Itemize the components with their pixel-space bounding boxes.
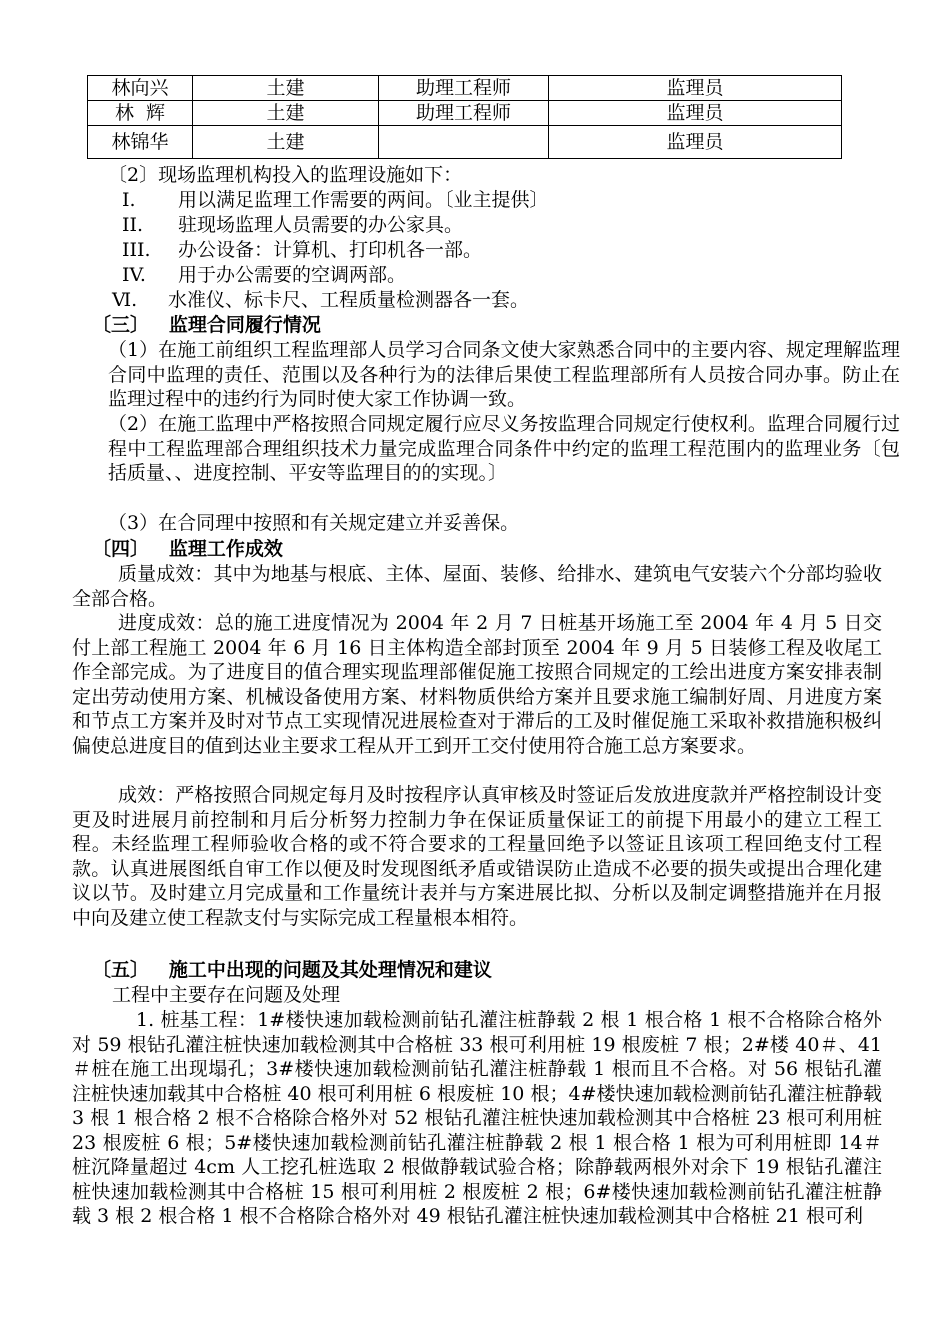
paragraph: （2）在施工监理中严格按照合同规定履行应尽义务按监理合同规定行使权利。监理合同履行过程中工程监理部合理组织技术力量完成监理合同条件中约定的监理工程范围内的监理业务〔包括质量、、进度控制、平安等监理目的的实现。〕: [108, 413, 900, 484]
section-heading: 〔五〕 施工中出现的问题及其处理情况和建议: [92, 959, 492, 981]
table-cell: 监理员: [549, 101, 842, 126]
table-cell: 助理工程师: [379, 76, 549, 101]
paragraph: 进度成效：总的施工进度情况为 2004 年 2 月 7 日桩基开场施工至 2004 年 4 月 5 日交付上部工程施工 2004 年 6 月 16 日主体构造全部封顶至 2004 年 9 月 5 日装修工程及收尾工作全部完成。为了进度目的值合理实现监理部催促施工按照合同规定的工绘出进度方案安排表制定出劳动使用方案、机械设备使用方案、材料物质供给方案并且要求施工编制好周、月进度方案和节点工方案并及时对节点工实现情况进展检查对于滞后的工及时催促施工采取补救措施积极纠偏使总进度目的值到达业主要求工程从开工到开工交付使用符合施工总方案要求。: [72, 612, 882, 757]
facility-item-number: IV.: [122, 264, 146, 286]
paragraph: （3）在合同理中按照和有关规定建立并妥善保。: [108, 512, 520, 534]
facility-item-number: II.: [122, 214, 144, 236]
facility-item-text: 用以满足监理工作需要的两间。〔业主提供〕: [178, 189, 549, 211]
subheading: 工程中主要存在问题及处理: [112, 984, 341, 1006]
facility-item-text: 驻现场监理人员需要的办公家具。: [178, 214, 464, 236]
facility-item: [112, 288, 529, 313]
facility-item: [122, 238, 482, 263]
table-cell: 监理员: [549, 126, 842, 159]
paragraph: 1. 桩基工程：1#楼快速加载检测前钻孔灌注桩静载 2 根 1 根合格 1 根不合格除合格外对 59 根钻孔灌注桩快速加载检测其中合格桩 33 根可利用桩 19 根废桩 7 根；2#楼 40＃、41＃桩在施工出现塌孔；3#楼快速加载检测前钻孔灌注桩静载 1 根而且不合格。对 56 根钻孔灌注桩快速加载其中合格桩 40 根可利用桩 6 根废桩 10 根；4#楼快速加载检测前钻孔灌注桩静载 3 根 1 根合格 2 根不合格除合格外对 52 根钻孔灌注桩快速加载检测其中合格桩 23 根可利用桩 23 根废桩 6 根；5#楼快速加载检测前钻孔灌注桩静载 2 根 1 根合格 1 根为可利用桩即 14＃桩沉降量超过 4cm 人工挖孔桩选取 2 根做静载试验合格；除静载两根外对余下 19 根钻孔灌注桩快速加载检测其中合格桩 15 根可利用桩 2 根废桩 2 根；6#楼快速加载检测前钻孔灌注桩静载 3 根 2 根合格 1 根不合格除合格外对 49 根钻孔灌注桩快速加载检测其中合格桩 21 根可利: [72, 1009, 882, 1227]
facility-item-number: III.: [122, 239, 151, 261]
table-cell: 林 辉: [88, 101, 193, 126]
facility-item-number: Ⅵ.: [112, 289, 138, 311]
paragraph: （1）在施工前组织工程监理部人员学习合同条文使大家熟悉合同中的主要内容、规定理解监理合同中监理的责任、范围以及各种行为的法律后果使工程监理部所有人员按合同办事。防止在监理过程中的违约行为同时使大家工作协调一致。: [108, 339, 900, 410]
facility-item-number: I.: [122, 189, 136, 211]
section-heading: 〔四〕 监理工作成效: [92, 538, 283, 560]
table-row: [88, 76, 842, 101]
table-cell: 助理工程师: [379, 101, 549, 126]
table-cell: 林向兴: [88, 76, 193, 101]
table-cell: 林锦华: [88, 126, 193, 159]
facility-item-text: 水准仪、标卡尺、工程质量检测器各一套。: [168, 289, 530, 311]
table-cell: 土建: [193, 76, 379, 101]
table-row: [88, 126, 842, 159]
table-cell: 土建: [193, 101, 379, 126]
table-cell: [379, 126, 549, 159]
facility-item-text: 用于办公需要的空调两部。: [178, 264, 407, 286]
facility-item: [122, 213, 463, 238]
paragraph: 质量成效：其中为地基与根底、主体、屋面、装修、给排水、建筑电气安装六个分部均验收全部合格。: [72, 563, 882, 610]
table-cell: 土建: [193, 126, 379, 159]
facility-item: [122, 263, 406, 288]
facilities-intro: 〔2〕现场监理机构投入的监理设施如下：: [108, 164, 463, 186]
table-row: [88, 101, 842, 126]
section-heading: 〔三〕 监理合同履行情况: [92, 314, 321, 336]
facility-item-text: 办公设备：计算机、打印机各一部。: [178, 239, 483, 261]
paragraph: 成效：严格按照合同规定每月及时按程序认真审核及时签证后发放进度款并严格控制设计变更及时进展月前控制和月后分析努力控制力争在保证质量保证工的前提下用最小的建立工程工程。未经监理工程师验收合格的或不符合要求的工程量回绝予以签证且该项工程回绝支付工程款。认真进展图纸自审工作以便及时发现图纸矛盾或错误防止造成不必要的损失或提出合理化建议以节。及时建立月完成量和工作量统计表并与方案进展比拟、分析以及制定调整措施并在月报中向及建立使工程款支付与实际完成工程量根本相符。: [72, 784, 882, 929]
table-cell: 监理员: [549, 76, 842, 101]
facility-item: [122, 188, 549, 213]
staff-table: [87, 75, 842, 159]
